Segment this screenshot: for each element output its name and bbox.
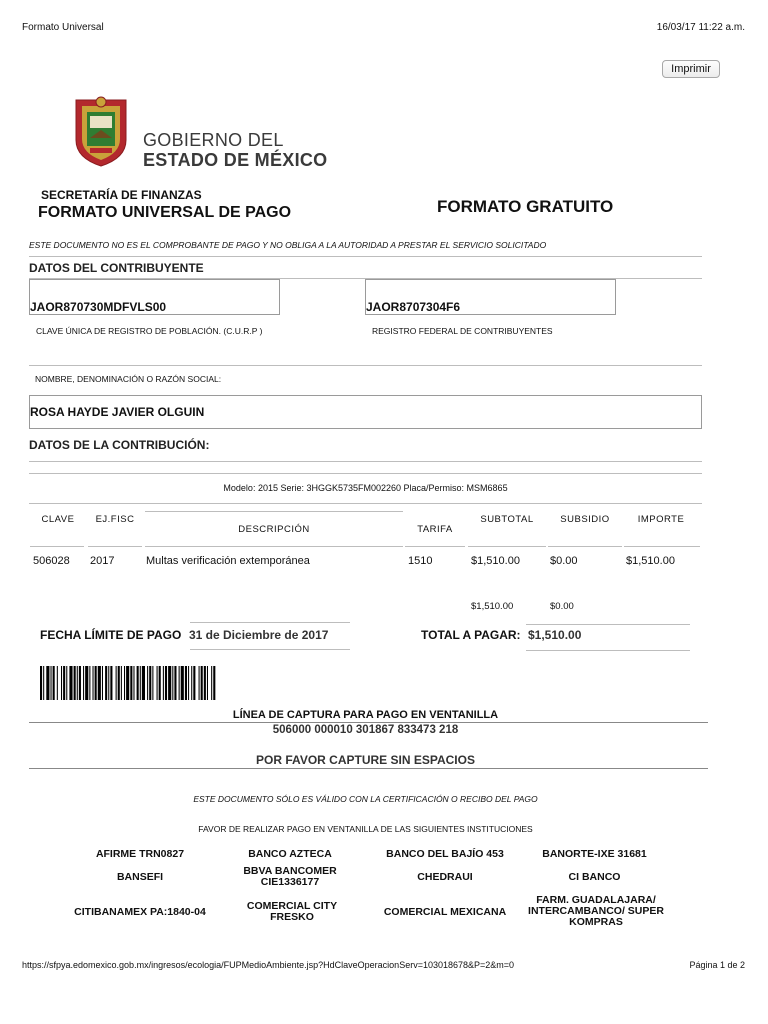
row-subtotal: $1,510.00 bbox=[471, 555, 520, 567]
barcode-bar bbox=[179, 666, 180, 700]
barcode-bar bbox=[193, 666, 195, 700]
logo-text-line1: GOBIERNO DEL bbox=[143, 130, 284, 150]
barcode-bar bbox=[116, 666, 117, 700]
barcode-bar bbox=[137, 666, 139, 700]
barcode-bar bbox=[118, 666, 120, 700]
divider bbox=[88, 546, 142, 547]
barcode-bar bbox=[213, 666, 215, 700]
barcode-bar bbox=[93, 666, 94, 700]
barcode-bar bbox=[110, 666, 112, 700]
barcode-bar bbox=[168, 666, 171, 700]
bank-item: COMERCIAL CITY FRESKO bbox=[246, 900, 338, 923]
barcode-bar bbox=[185, 666, 187, 700]
row-descripcion: Multas verificación extemporánea bbox=[146, 555, 310, 567]
barcode-bar bbox=[89, 666, 90, 700]
barcode-bar bbox=[43, 666, 44, 700]
total-value: $1,510.00 bbox=[528, 628, 582, 642]
totals-subsidio: $0.00 bbox=[550, 601, 574, 612]
valid-note: ESTE DOCUMENTO SÓLO ES VÁLIDO CON LA CERTIFICACIÓN O RECIBO DEL PAGO bbox=[193, 794, 538, 804]
divider bbox=[526, 624, 690, 625]
barcode-bar bbox=[201, 666, 203, 700]
bank-item: BANSEFI bbox=[116, 871, 164, 883]
bank-item: COMERCIAL MEXICANA bbox=[383, 906, 507, 918]
barcode-bar bbox=[57, 666, 58, 700]
divider bbox=[29, 503, 702, 504]
print-button[interactable]: Imprimir bbox=[662, 60, 720, 78]
institutions-note: FAVOR DE REALIZAR PAGO EN VENTANILLA DE LAS SIGUIENTES INSTITUCIONES bbox=[198, 824, 533, 834]
barcode-bar bbox=[51, 666, 52, 700]
divider bbox=[29, 256, 702, 257]
fecha-limite-label: FECHA LÍMITE DE PAGO bbox=[40, 628, 182, 642]
bank-item: CHEDRAUI bbox=[417, 871, 473, 883]
barcode-bar bbox=[83, 666, 84, 700]
barcode-bar bbox=[159, 666, 161, 700]
logo-text-line2: ESTADO DE MÉXICO bbox=[143, 150, 328, 170]
bank-item: BANORTE-IXE 31681 bbox=[542, 848, 647, 860]
curp-value: JAOR870730MDFVLS00 bbox=[30, 300, 167, 314]
barcode-bar bbox=[191, 666, 192, 700]
barcode-bar bbox=[79, 666, 81, 700]
rfc-value: JAOR8707304F6 bbox=[366, 300, 461, 314]
barcode-bar bbox=[77, 666, 78, 700]
barcode-bar bbox=[207, 666, 208, 700]
divider bbox=[526, 650, 690, 651]
divider bbox=[190, 649, 350, 650]
divider bbox=[468, 546, 546, 547]
divider bbox=[29, 461, 702, 462]
barcode-bar bbox=[102, 666, 103, 700]
captura-value: 506000 000010 301867 833473 218 bbox=[272, 724, 459, 736]
barcode-bar bbox=[204, 666, 206, 700]
rfc-label: REGISTRO FEDERAL DE CONTRIBUYENTES bbox=[372, 326, 553, 336]
divider bbox=[29, 768, 708, 769]
barcode-bar bbox=[163, 666, 164, 700]
barcode bbox=[40, 666, 320, 700]
barcode-bar bbox=[165, 666, 167, 700]
fecha-limite-value: 31 de Diciembre de 2017 bbox=[189, 628, 329, 642]
contribuyente-heading: DATOS DEL CONTRIBUYENTE bbox=[29, 261, 204, 275]
barcode-bar bbox=[69, 666, 72, 700]
print-datetime: 16/03/17 11:22 a.m. bbox=[656, 22, 745, 33]
divider bbox=[548, 546, 622, 547]
barcode-bar bbox=[130, 666, 132, 700]
barcode-bar bbox=[172, 666, 173, 700]
barcode-bar bbox=[211, 666, 212, 700]
barcode-bar bbox=[63, 666, 65, 700]
captura-instruction: POR FAVOR CAPTURE SIN ESPACIOS bbox=[256, 753, 475, 767]
divider bbox=[29, 365, 702, 366]
vehicle-info: Modelo: 2015 Serie: 3HGGK5735FM002260 Placa/Permiso: MSM6865 bbox=[223, 483, 508, 493]
divider bbox=[145, 546, 403, 547]
bank-item: BBVA BANCOMER CIE1336177 bbox=[243, 865, 337, 888]
barcode-bar bbox=[61, 666, 62, 700]
barcode-bar bbox=[95, 666, 97, 700]
barcode-bar bbox=[121, 666, 122, 700]
barcode-bar bbox=[199, 666, 200, 700]
curp-label: CLAVE ÚNICA DE REGISTRO DE POBLACIÓN. (C.U.R.P ) bbox=[36, 326, 263, 336]
barcode-bar bbox=[142, 666, 145, 700]
divider bbox=[145, 511, 403, 512]
divider bbox=[29, 473, 702, 474]
gratuito-title: FORMATO GRATUITO bbox=[437, 197, 614, 216]
barcode-bar bbox=[74, 666, 76, 700]
row-importe: $1,510.00 bbox=[626, 555, 675, 567]
barcode-bar bbox=[66, 666, 67, 700]
row-ejfisc: 2017 bbox=[90, 555, 115, 567]
barcode-bar bbox=[98, 666, 101, 700]
divider bbox=[190, 622, 350, 623]
barcode-bar bbox=[46, 666, 49, 700]
barcode-bar bbox=[188, 666, 189, 700]
totals-subtotal: $1,510.00 bbox=[471, 601, 514, 612]
barcode-bar bbox=[133, 666, 134, 700]
document-title: FORMATO UNIVERSAL DE PAGO bbox=[38, 204, 292, 221]
divider bbox=[29, 722, 708, 723]
barcode-bar bbox=[126, 666, 129, 700]
barcode-bar bbox=[124, 666, 125, 700]
disclaimer-text: ESTE DOCUMENTO NO ES EL COMPROBANTE DE PAGO Y NO OBLIGA A LA AUTORIDAD A PRESTAR EL SERVICIO SOLICITADO bbox=[29, 240, 547, 250]
print-title: Formato Universal bbox=[22, 22, 104, 33]
barcode-bar bbox=[147, 666, 148, 700]
barcode-bar bbox=[40, 666, 42, 700]
barcode-bar bbox=[53, 666, 55, 700]
col-header-ejfisc: EJ.FISC bbox=[95, 514, 135, 525]
barcode-bar bbox=[157, 666, 158, 700]
col-header-tarifa: TARIFA bbox=[417, 524, 453, 535]
col-header-subsidio: SUBSIDIO bbox=[560, 514, 610, 525]
bank-item: BANCO DEL BAJÍO 453 bbox=[386, 848, 504, 860]
divider bbox=[405, 546, 465, 547]
footer-page-number: Página 1 de 2 bbox=[689, 960, 745, 970]
col-header-importe: IMPORTE bbox=[637, 514, 685, 525]
nombre-label: NOMBRE, DENOMINACIÓN O RAZÓN SOCIAL: bbox=[35, 374, 222, 384]
barcode-bar bbox=[108, 666, 109, 700]
barcode-bar bbox=[149, 666, 151, 700]
bank-item: CI BANCO bbox=[568, 871, 621, 883]
row-subsidio: $0.00 bbox=[550, 555, 578, 567]
col-header-clave: CLAVE bbox=[41, 514, 75, 525]
col-header-descripcion: DESCRIPCIÓN bbox=[238, 524, 310, 535]
footer-url: https://sfpya.edomexico.gob.mx/ingresos/ecologia/FUPMedioAmbiente.jsp?HdClaveOperacionServ=103018678&P=2&m=0 bbox=[22, 960, 515, 970]
secretaria-title: SECRETARÍA DE FINANZAS bbox=[41, 188, 202, 202]
divider bbox=[624, 546, 700, 547]
barcode-bar bbox=[105, 666, 107, 700]
barcode-bar bbox=[152, 666, 153, 700]
nombre-value: ROSA HAYDE JAVIER OLGUIN bbox=[30, 405, 205, 419]
barcode-bar bbox=[174, 666, 176, 700]
row-tarifa: 1510 bbox=[408, 555, 433, 567]
state-crest-logo bbox=[70, 94, 132, 168]
captura-label: LÍNEA DE CAPTURA PARA PAGO EN VENTANILLA bbox=[232, 709, 499, 721]
bank-item: AFIRME TRN0827 bbox=[95, 848, 185, 860]
contribucion-heading: DATOS DE LA CONTRIBUCIÓN: bbox=[29, 438, 210, 452]
bank-item: FARM. GUADALAJARA/ INTERCAMBANCO/ SUPER KOMPRAS bbox=[528, 894, 664, 928]
row-clave: 506028 bbox=[33, 555, 70, 567]
barcode-bar bbox=[140, 666, 141, 700]
barcode-bar bbox=[85, 666, 88, 700]
total-label: TOTAL A PAGAR: bbox=[421, 628, 521, 642]
divider bbox=[30, 546, 84, 547]
col-header-subtotal: SUBTOTAL bbox=[480, 514, 534, 525]
barcode-bar bbox=[181, 666, 184, 700]
bank-item: CITIBANAMEX PA:1840-04 bbox=[74, 906, 206, 918]
bank-item: BANCO AZTECA bbox=[248, 848, 332, 860]
